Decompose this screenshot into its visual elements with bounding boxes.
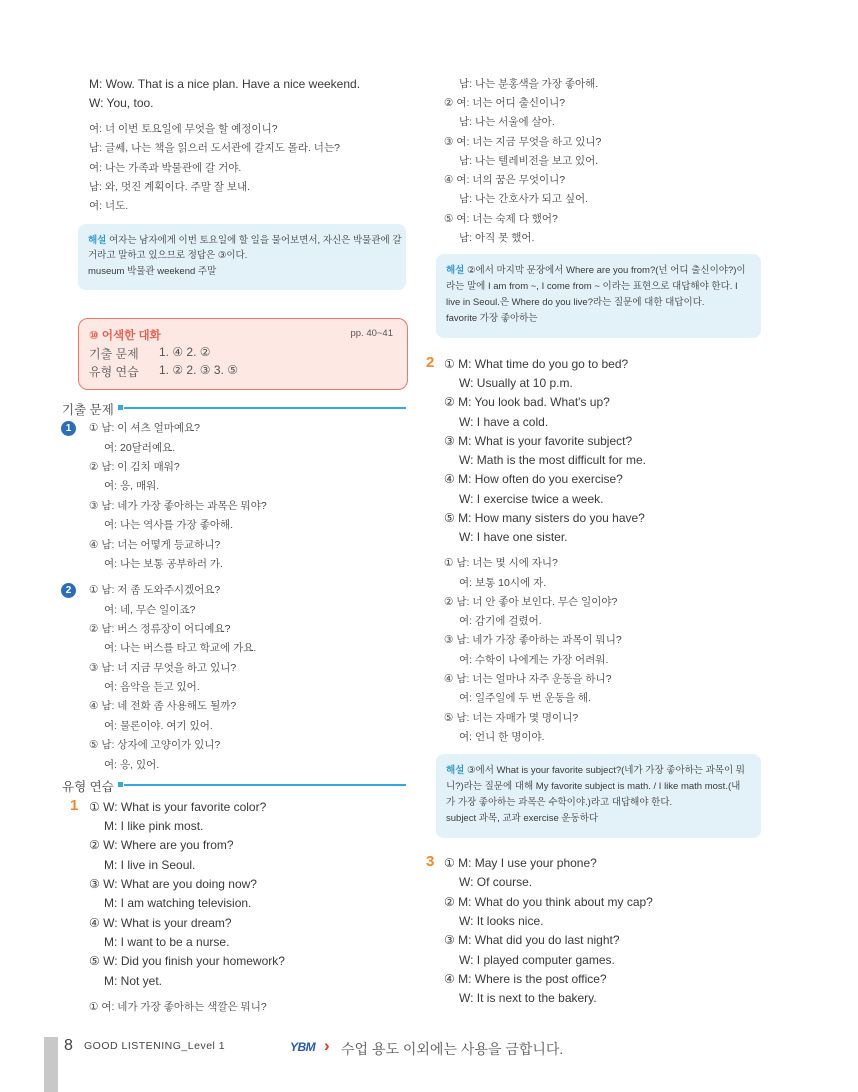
option-line: ③ W: What are you doing now? — [89, 877, 257, 891]
explanation-line: 라는 말에 I am from ~, I come from ~ 이라는 표현으로 대답해야 한다. I — [446, 281, 738, 292]
response-line: 여: 나는 버스를 타고 학교에 가요. — [104, 642, 257, 654]
response-line: W: I have one sister. — [459, 530, 568, 544]
explanation-line: 해설 여자는 남자에게 이번 토요일에 할 일을 물어보면서, 자신은 박물관에 갈 — [88, 235, 402, 246]
response-line: 여: 나는 역사를 가장 좋아해. — [104, 519, 234, 531]
option-line: ③ 남: 네가 가장 좋아하는 과목은 뭐야? — [89, 500, 267, 512]
translation-line: ⑤ 여: 너는 숙제 다 했어? — [444, 213, 558, 225]
response-line: W: I played computer games. — [459, 953, 615, 967]
option-line: ② W: Where are you from? — [89, 838, 234, 852]
option-line: ② M: What do you think about my cap? — [444, 895, 653, 909]
translation-line: 여: 보통 10시에 자. — [459, 577, 547, 589]
response-line: 여: 응, 매워. — [104, 480, 160, 492]
translation-line: 여: 나는 가족과 박물관에 갈 거야. — [89, 162, 242, 174]
translation-line: ③ 여: 너는 지금 무엇을 하고 있니? — [444, 136, 602, 148]
response-line: 여: 음악을 듣고 있어. — [104, 681, 200, 693]
question-number-badge: 2 — [61, 583, 76, 598]
answer-summary-box — [78, 318, 408, 390]
response-line: 여: 응, 있어. — [104, 759, 160, 771]
option-line: ② 남: 버스 정류장이 어디예요? — [89, 623, 231, 635]
option-line: ④ M: Where is the post office? — [444, 972, 607, 986]
question-number-badge: 1 — [61, 421, 76, 436]
explanation-line: 가 가장 좋아하는 과목은 수학이야.)라고 대답해야 한다. — [446, 797, 673, 808]
translation-line: 여: 언니 한 명이야. — [459, 731, 545, 743]
translation-line: ② 여: 너는 어디 출신이니? — [444, 97, 566, 109]
answer-row-values: 1. ② 2. ③ 3. ⑤ — [159, 363, 238, 377]
response-line: W: It is next to the bakery. — [459, 991, 597, 1005]
response-line: M: Not yet. — [104, 974, 163, 988]
option-line: ④ M: How often do you exercise? — [444, 472, 623, 486]
translation-line: 여: 수학이 나에게는 가장 어려워. — [459, 654, 609, 666]
response-line: W: It looks nice. — [459, 914, 544, 928]
section-title: 기출 문제 — [62, 403, 114, 417]
translation-line: ② 남: 너 안 좋아 보인다. 무슨 일이야? — [444, 596, 618, 608]
explanation-line: 거라고 말하고 있으므로 정답은 ③이다. — [88, 250, 248, 261]
translation-line: 남: 글쎄, 나는 책을 읽으러 도서관에 갈지도 몰라. 너는? — [89, 142, 340, 154]
translation-line: ① 여: 네가 가장 좋아하는 색깔은 뭐니? — [89, 1001, 267, 1013]
question-number: 1 — [70, 797, 79, 814]
option-line: ② 남: 이 김치 매워? — [89, 461, 180, 473]
question-number: 2 — [426, 354, 435, 371]
explanation-tag: 해설 — [88, 235, 107, 246]
footer-bar — [44, 1037, 58, 1092]
response-line: W: I exercise twice a week. — [459, 492, 604, 506]
response-line: W: Of course. — [459, 875, 533, 889]
translation-line: 여: 감기에 걸렸어. — [459, 615, 542, 627]
option-line: ① M: May I use your phone? — [444, 856, 597, 870]
explanation-line: 해설 ③에서 What is your favorite subject?(네가 가장 좋아하는 과목이 뭐 — [446, 765, 745, 776]
response-line: W: Usually at 10 p.m. — [459, 376, 573, 390]
section-title: 유형 연습 — [62, 780, 114, 794]
response-line: 여: 나는 보통 공부하러 가. — [104, 558, 223, 570]
vocab-line: subject 과목, 교과 exercise 운동하다 — [446, 813, 599, 824]
response-line: W: Math is the most difficult for me. — [459, 453, 646, 467]
translation-line: 여: 일주일에 두 번 운동을 해. — [459, 692, 591, 704]
explanation-box — [78, 224, 406, 290]
dialogue-line: W: You, too. — [89, 96, 154, 110]
translation-line: ④ 여: 너의 꿈은 무엇이니? — [444, 174, 566, 186]
translation-line: ① 남: 너는 몇 시에 자니? — [444, 557, 558, 569]
response-line: M: I want to be a nurse. — [104, 935, 230, 949]
vocab-line: museum 박물관 weekend 주말 — [88, 266, 217, 277]
section-divider — [124, 784, 406, 786]
usage-notice: 수업 용도 이외에는 사용을 금합니다. — [341, 1041, 564, 1057]
response-line: 여: 물론이야. 여기 있어. — [104, 720, 213, 732]
option-line: ① 남: 저 좀 도와주시겠어요? — [89, 584, 221, 596]
option-line: ⑤ 남: 상자에 고양이가 있니? — [89, 739, 221, 751]
option-line: ⑤ M: How many sisters do you have? — [444, 511, 645, 525]
option-line: ⑤ W: Did you finish your homework? — [89, 954, 285, 968]
question-number: 3 — [426, 853, 435, 870]
option-line: ① W: What is your favorite color? — [89, 800, 267, 814]
answer-summary-title: ⑩ 어색한 대화 — [89, 330, 161, 342]
translation-line: 남: 나는 텔레비전을 보고 있어. — [459, 155, 599, 167]
option-line: ④ 남: 너는 어떻게 등교하니? — [89, 539, 221, 551]
section-marker — [118, 405, 123, 410]
translation-line: 남: 나는 서울에 살아. — [459, 116, 555, 128]
option-line: ② M: You look bad. What's up? — [444, 395, 610, 409]
option-line: ④ W: What is your dream? — [89, 916, 232, 930]
arrow-icon: › — [324, 1036, 330, 1055]
translation-line: ④ 남: 너는 얼마나 자주 운동을 하니? — [444, 673, 612, 685]
option-line: ① 남: 이 셔츠 얼마예요? — [89, 422, 200, 434]
option-line: ④ 남: 네 전화 좀 사용해도 될까? — [89, 700, 237, 712]
translation-line: 여: 너도. — [89, 200, 129, 212]
page-range: pp. 40~41 — [350, 328, 393, 339]
answer-row-label: 유형 연습 — [89, 365, 139, 379]
explanation-line: live in Seoul.은 Where do you live?라는 질문에 대한 대답이다. — [446, 297, 705, 308]
translation-line: 남: 나는 간호사가 되고 싶어. — [459, 193, 589, 205]
translation-line: 남: 아직 못 했어. — [459, 232, 535, 244]
translation-line: 남: 와, 멋진 계획이다. 주말 잘 보내. — [89, 181, 251, 193]
translation-line: 여: 너 이번 토요일에 무엇을 할 예정이니? — [89, 123, 278, 135]
section-marker — [118, 782, 123, 787]
option-line: ③ M: What is your favorite subject? — [444, 434, 633, 448]
option-line: ① M: What time do you go to bed? — [444, 357, 629, 371]
response-line: 여: 네, 무슨 일이죠? — [104, 604, 196, 616]
explanation-line: 해설 ②에서 마지막 문장에서 Where are you from?(넌 어디 출신이야?)이 — [446, 265, 746, 276]
explanation-tag: 해설 — [446, 265, 465, 276]
translation-line: 남: 나는 분홍색을 가장 좋아해. — [459, 78, 599, 90]
translation-line: ③ 남: 네가 가장 좋아하는 과목이 뭐니? — [444, 634, 622, 646]
response-line: M: I like pink most. — [104, 819, 204, 833]
explanation-line: 니?)라는 질문에 대해 My favorite subject is math. / I like math most.(내 — [446, 781, 741, 792]
explanation-box — [436, 754, 761, 838]
dialogue-line: M: Wow. That is a nice plan. Have a nice weekend. — [89, 77, 361, 91]
answer-row-values: 1. ④ 2. ② — [159, 345, 211, 359]
book-title: GOOD LISTENING_Level 1 — [84, 1040, 226, 1052]
ybm-logo: YBM — [290, 1040, 316, 1054]
response-line: M: I live in Seoul. — [104, 858, 196, 872]
translation-line: ⑤ 남: 너는 자매가 몇 명이니? — [444, 712, 579, 724]
vocab-line: favorite 가장 좋아하는 — [446, 313, 538, 324]
answer-row-label: 기출 문제 — [89, 347, 139, 361]
explanation-tag: 해설 — [446, 765, 465, 776]
explanation-box — [436, 254, 761, 338]
option-line: ③ M: What did you do last night? — [444, 933, 620, 947]
response-line: 여: 20달러예요. — [104, 442, 176, 454]
section-divider — [124, 407, 406, 409]
page-number: 8 — [64, 1037, 73, 1054]
option-line: ③ 남: 너 지금 무엇을 하고 있니? — [89, 662, 237, 674]
response-line: M: I am watching television. — [104, 896, 252, 910]
response-line: W: I have a cold. — [459, 415, 549, 429]
